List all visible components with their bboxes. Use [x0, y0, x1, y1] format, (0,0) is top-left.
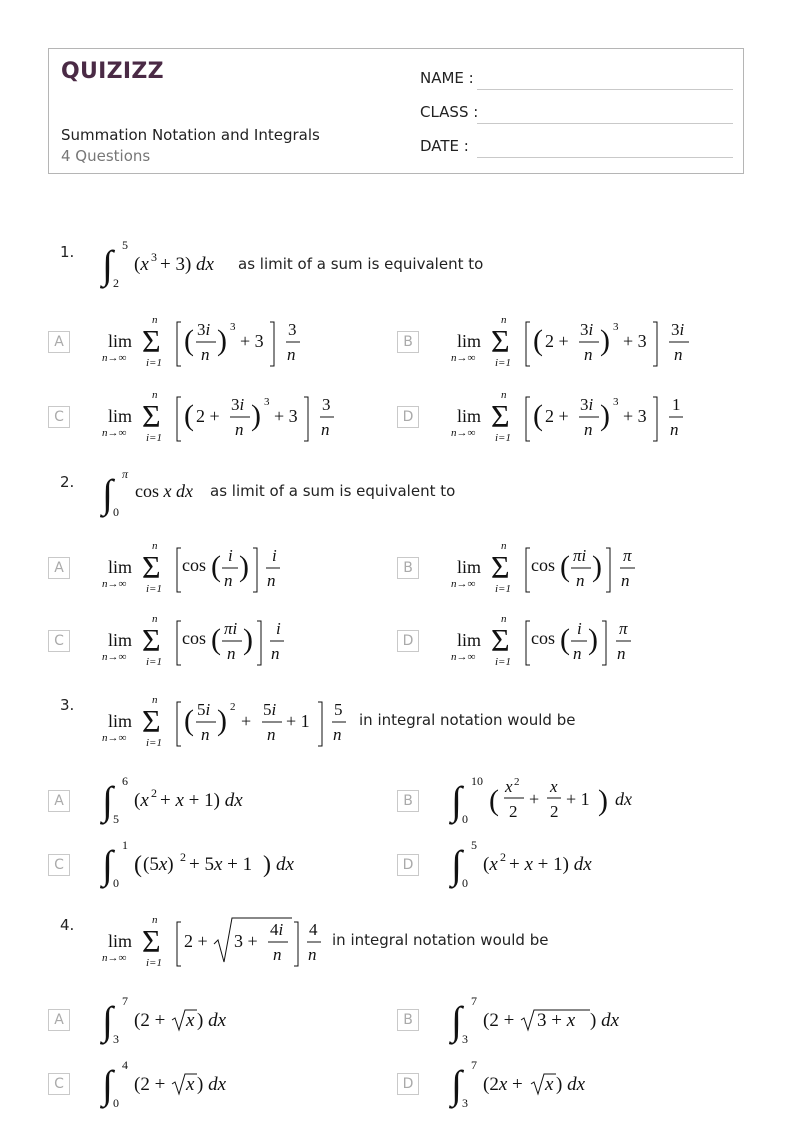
svg-text:3i: 3i — [580, 395, 594, 414]
svg-text:n: n — [573, 644, 582, 663]
svg-text:lim: lim — [108, 331, 133, 351]
svg-text:i=1: i=1 — [495, 583, 511, 595]
svg-text:cos: cos — [531, 628, 555, 648]
svg-text:n→∞: n→∞ — [451, 651, 476, 663]
q3-option-b-expression — [449, 770, 649, 830]
svg-text:cos x dx: cos x dx — [135, 481, 193, 501]
svg-text:): ) — [592, 550, 602, 583]
q3-option-c-expression — [100, 834, 310, 892]
svg-text:2: 2 — [550, 802, 559, 821]
svg-text:2: 2 — [151, 786, 157, 800]
svg-text:n→∞: n→∞ — [102, 651, 127, 663]
svg-text:lim: lim — [108, 931, 133, 951]
svg-text:n: n — [235, 420, 244, 439]
option-box[interactable]: A — [48, 331, 70, 353]
svg-text:) dx: ) dx — [590, 1010, 620, 1031]
svg-text:0: 0 — [113, 876, 119, 890]
svg-text:i=1: i=1 — [146, 737, 162, 749]
svg-text:(: ( — [184, 324, 194, 357]
svg-text:n: n — [201, 345, 210, 364]
svg-text:0: 0 — [462, 812, 468, 826]
q4-option-d-expression — [449, 1054, 609, 1112]
question-4-expression — [100, 910, 330, 972]
svg-text:n: n — [267, 725, 276, 744]
svg-text:+ 3: + 3 — [623, 406, 647, 426]
svg-text:n: n — [152, 694, 158, 706]
question-count: 4 Questions — [61, 147, 151, 165]
svg-text:πi: πi — [573, 546, 587, 565]
svg-text:n→∞: n→∞ — [451, 352, 476, 364]
question-text: in integral notation would be — [332, 931, 549, 949]
svg-text:πi: πi — [224, 619, 238, 638]
svg-text:n: n — [670, 420, 679, 439]
svg-text:+: + — [241, 711, 252, 731]
svg-text:∫: ∫ — [102, 242, 113, 287]
svg-text:3i: 3i — [197, 320, 211, 339]
svg-text:(2 +: (2 + — [134, 1074, 166, 1095]
svg-text:(: ( — [560, 623, 570, 656]
svg-text:(x: (x — [483, 854, 498, 875]
svg-text:3i: 3i — [671, 320, 685, 339]
svg-text:2: 2 — [509, 802, 518, 821]
svg-text:3 +: 3 + — [234, 931, 258, 951]
svg-text:2 +: 2 + — [184, 931, 208, 951]
option-box[interactable]: A — [48, 790, 70, 812]
svg-text:7: 7 — [122, 994, 128, 1008]
svg-text:i=1: i=1 — [146, 357, 162, 369]
svg-text:6: 6 — [122, 774, 128, 788]
svg-text:i=1: i=1 — [495, 656, 511, 668]
svg-text:i: i — [272, 546, 277, 565]
q2-option-a-expression — [100, 536, 300, 596]
svg-text:lim: lim — [108, 711, 133, 731]
svg-text:n→∞: n→∞ — [102, 427, 127, 439]
svg-text:) dx: ) dx — [197, 1074, 227, 1095]
svg-text:∫: ∫ — [451, 842, 462, 887]
q4-option-a-expression — [100, 990, 250, 1048]
option-box[interactable]: B — [397, 331, 419, 353]
svg-text:1: 1 — [122, 838, 128, 852]
svg-text:n: n — [501, 314, 507, 326]
svg-text:i=1: i=1 — [146, 583, 162, 595]
svg-text:4: 4 — [122, 1058, 128, 1072]
svg-text:n: n — [224, 571, 233, 590]
q3-option-a-expression — [100, 770, 280, 828]
svg-text:π: π — [619, 619, 628, 638]
q1-option-c-expression — [100, 385, 360, 445]
svg-text:): ) — [588, 623, 598, 656]
q3-option-d-expression — [449, 834, 629, 892]
class-label: CLASS : — [420, 103, 479, 121]
q1-option-d-expression — [449, 385, 709, 445]
svg-text:∫: ∫ — [451, 1062, 462, 1107]
svg-text:Σ: Σ — [491, 549, 510, 585]
question-text: in integral notation would be — [359, 711, 576, 729]
svg-text:i: i — [577, 619, 582, 638]
svg-text:dx: dx — [615, 789, 632, 809]
svg-text:(x: (x — [134, 790, 149, 811]
svg-text:n: n — [501, 540, 507, 552]
svg-text:n→∞: n→∞ — [102, 952, 127, 964]
q1-option-b-expression — [449, 310, 709, 370]
svg-text:+ 1: + 1 — [286, 711, 310, 731]
option-box[interactable]: C — [48, 854, 70, 876]
svg-text:+ x + 1) dx: + x + 1) dx — [160, 790, 243, 811]
svg-text:4i: 4i — [270, 920, 284, 939]
svg-text:+ 1: + 1 — [566, 789, 590, 809]
svg-text:lim: lim — [108, 630, 133, 650]
question-text: as limit of a sum is equivalent to — [238, 255, 484, 273]
svg-text:(: ( — [560, 550, 570, 583]
svg-text:): ) — [263, 852, 271, 878]
svg-text:n→∞: n→∞ — [451, 427, 476, 439]
svg-text:lim: lim — [457, 331, 482, 351]
svg-text:cos: cos — [531, 555, 555, 575]
svg-text:lim: lim — [108, 406, 133, 426]
svg-text:+ 3: + 3 — [274, 406, 298, 426]
svg-text:4: 4 — [309, 920, 318, 939]
svg-text:3: 3 — [462, 1032, 468, 1046]
option-box[interactable]: C — [48, 406, 70, 428]
svg-text:x: x — [550, 777, 558, 796]
svg-text:(2x +: (2x + — [483, 1074, 523, 1095]
svg-text:∫: ∫ — [102, 998, 113, 1043]
svg-text:(: ( — [533, 399, 543, 432]
svg-text:lim: lim — [457, 406, 482, 426]
svg-text:2: 2 — [514, 776, 520, 788]
svg-text:3: 3 — [230, 321, 236, 333]
svg-text:i=1: i=1 — [146, 656, 162, 668]
option-box[interactable]: D — [397, 1073, 419, 1095]
option-box[interactable]: C — [48, 630, 70, 652]
svg-text:) dx: ) dx — [197, 1010, 227, 1031]
svg-text:(: ( — [533, 324, 543, 357]
svg-text:n: n — [152, 540, 158, 552]
svg-text:): ) — [217, 324, 227, 357]
svg-text:Σ: Σ — [142, 923, 161, 959]
svg-text:n: n — [674, 345, 683, 364]
svg-text:5i: 5i — [197, 700, 211, 719]
svg-text:+ 3: + 3 — [240, 331, 264, 351]
option-box[interactable]: B — [397, 557, 419, 579]
svg-text:i=1: i=1 — [146, 957, 162, 969]
svg-text:x: x — [505, 777, 513, 796]
option-box[interactable]: A — [48, 1009, 70, 1031]
svg-text:(: ( — [134, 852, 142, 878]
q1-option-a-expression — [100, 310, 320, 370]
svg-text:+: + — [529, 789, 540, 809]
svg-text:): ) — [600, 324, 610, 357]
svg-text:x: x — [186, 1074, 195, 1095]
svg-text:i: i — [228, 546, 233, 565]
svg-text:n→∞: n→∞ — [102, 352, 127, 364]
svg-text:x: x — [545, 1074, 554, 1095]
svg-text:1: 1 — [672, 395, 681, 414]
svg-text:n: n — [152, 613, 158, 625]
svg-text:n→∞: n→∞ — [102, 732, 127, 744]
svg-text:2: 2 — [230, 701, 236, 713]
svg-text:n→∞: n→∞ — [451, 578, 476, 590]
svg-text:): ) — [600, 399, 610, 432]
svg-text:lim: lim — [108, 557, 133, 577]
svg-text:lim: lim — [457, 557, 482, 577]
svg-text:n: n — [321, 420, 330, 439]
svg-text:i=1: i=1 — [146, 432, 162, 444]
q2-option-d-expression — [449, 609, 649, 669]
svg-text:n: n — [501, 613, 507, 625]
svg-text:Σ: Σ — [142, 622, 161, 658]
svg-text:3: 3 — [462, 1096, 468, 1110]
svg-text:5i: 5i — [263, 700, 277, 719]
svg-text:∫: ∫ — [102, 471, 113, 516]
svg-text:cos: cos — [182, 628, 206, 648]
q4-option-c-expression — [100, 1054, 250, 1112]
question-2-integral — [100, 463, 205, 521]
svg-text:) dx: ) dx — [556, 1074, 586, 1095]
svg-text:2: 2 — [500, 850, 506, 864]
svg-text:5: 5 — [122, 238, 128, 252]
svg-text:Σ: Σ — [491, 323, 510, 359]
svg-text:0: 0 — [462, 876, 468, 890]
svg-text:n: n — [584, 345, 593, 364]
svg-text:2: 2 — [113, 276, 119, 290]
svg-text:5: 5 — [334, 700, 343, 719]
svg-text:0: 0 — [113, 1096, 119, 1110]
name-line[interactable] — [477, 89, 733, 90]
svg-text:∫: ∫ — [102, 842, 113, 887]
svg-text:Σ: Σ — [491, 622, 510, 658]
svg-text:2 +: 2 + — [196, 406, 220, 426]
question-number: 3. — [60, 696, 75, 714]
svg-text:Σ: Σ — [491, 398, 510, 434]
svg-text:i=1: i=1 — [495, 432, 511, 444]
svg-text:π: π — [122, 467, 129, 481]
option-box[interactable]: D — [397, 630, 419, 652]
svg-text:3: 3 — [613, 321, 619, 333]
svg-text:(5x): (5x) — [143, 854, 174, 875]
option-box[interactable]: D — [397, 854, 419, 876]
class-line[interactable] — [477, 123, 733, 124]
svg-text:3i: 3i — [580, 320, 594, 339]
svg-text:): ) — [239, 550, 249, 583]
option-box[interactable]: A — [48, 557, 70, 579]
svg-text:+ 5x + 1: + 5x + 1 — [189, 854, 253, 875]
svg-text:3 + x: 3 + x — [537, 1010, 576, 1031]
svg-text:∫: ∫ — [451, 998, 462, 1043]
worksheet-title: Summation Notation and Integrals — [61, 126, 320, 144]
svg-text:+ 3) dx: + 3) dx — [160, 254, 214, 275]
option-box[interactable]: B — [397, 1009, 419, 1031]
date-label: DATE : — [420, 137, 469, 155]
name-label: NAME : — [420, 69, 474, 87]
question-1-integral — [100, 234, 235, 292]
svg-text:(: ( — [184, 399, 194, 432]
svg-text:(2 +: (2 + — [483, 1010, 515, 1031]
svg-text:n: n — [308, 945, 317, 964]
svg-text:3: 3 — [322, 395, 331, 414]
svg-text:3: 3 — [113, 1032, 119, 1046]
svg-text:Σ: Σ — [142, 398, 161, 434]
svg-text:Σ: Σ — [142, 549, 161, 585]
svg-text:): ) — [243, 623, 253, 656]
worksheet-header — [48, 48, 744, 174]
svg-text:(2 +: (2 + — [134, 1010, 166, 1031]
svg-text:n: n — [576, 571, 585, 590]
svg-text:x: x — [186, 1010, 195, 1031]
svg-text:π: π — [623, 546, 632, 565]
svg-text:n: n — [152, 314, 158, 326]
svg-text:3: 3 — [288, 320, 297, 339]
svg-text:3: 3 — [264, 396, 270, 408]
svg-text:n: n — [617, 644, 626, 663]
svg-text:(: ( — [184, 704, 194, 737]
question-number: 1. — [60, 243, 75, 261]
question-text: as limit of a sum is equivalent to — [210, 482, 456, 500]
svg-text:(: ( — [211, 550, 221, 583]
svg-text:3: 3 — [151, 250, 157, 264]
svg-text:5: 5 — [113, 812, 119, 826]
svg-text:n: n — [271, 644, 280, 663]
q2-option-c-expression — [100, 609, 310, 669]
svg-text:2: 2 — [180, 850, 186, 864]
svg-text:10: 10 — [471, 774, 483, 788]
svg-text:(: ( — [211, 623, 221, 656]
svg-text:Σ: Σ — [142, 323, 161, 359]
svg-text:0: 0 — [113, 505, 119, 519]
svg-text:dx: dx — [276, 854, 294, 875]
svg-text:): ) — [598, 784, 608, 817]
question-number: 4. — [60, 916, 75, 934]
svg-text:2 +: 2 + — [545, 331, 569, 351]
svg-text:i=1: i=1 — [495, 357, 511, 369]
quizizz-logo: QUIZIZZ — [61, 59, 164, 84]
svg-text:n: n — [287, 345, 296, 364]
svg-text:n: n — [201, 725, 210, 744]
svg-text:i: i — [276, 619, 281, 638]
svg-text:lim: lim — [457, 630, 482, 650]
svg-text:cos: cos — [182, 555, 206, 575]
svg-text:2 +: 2 + — [545, 406, 569, 426]
svg-text:+ x + 1) dx: + x + 1) dx — [509, 854, 592, 875]
svg-text:(: ( — [489, 784, 499, 817]
svg-text:∫: ∫ — [102, 1062, 113, 1107]
svg-text:n: n — [152, 389, 158, 401]
option-box[interactable]: B — [397, 790, 419, 812]
svg-text:n: n — [273, 945, 282, 964]
svg-text:5: 5 — [471, 838, 477, 852]
svg-text:3i: 3i — [231, 395, 245, 414]
svg-text:): ) — [217, 704, 227, 737]
option-box[interactable]: C — [48, 1073, 70, 1095]
svg-text:n: n — [227, 644, 236, 663]
date-line[interactable] — [477, 157, 733, 158]
svg-text:7: 7 — [471, 994, 477, 1008]
svg-text:Σ: Σ — [142, 703, 161, 739]
svg-text:(x: (x — [134, 254, 149, 275]
q4-option-b-expression — [449, 990, 639, 1048]
question-3-expression — [100, 690, 355, 752]
svg-text:n: n — [333, 725, 342, 744]
svg-text:n: n — [267, 571, 276, 590]
svg-text:3: 3 — [613, 396, 619, 408]
svg-text:n: n — [621, 571, 630, 590]
q2-option-b-expression — [449, 536, 659, 596]
svg-text:n→∞: n→∞ — [102, 578, 127, 590]
option-box[interactable]: D — [397, 406, 419, 428]
svg-text:+ 3: + 3 — [623, 331, 647, 351]
svg-text:n: n — [501, 389, 507, 401]
svg-text:7: 7 — [471, 1058, 477, 1072]
svg-text:): ) — [251, 399, 261, 432]
svg-text:∫: ∫ — [451, 778, 462, 823]
svg-text:∫: ∫ — [102, 778, 113, 823]
question-number: 2. — [60, 473, 75, 491]
svg-text:n: n — [152, 914, 158, 926]
svg-text:n: n — [584, 420, 593, 439]
